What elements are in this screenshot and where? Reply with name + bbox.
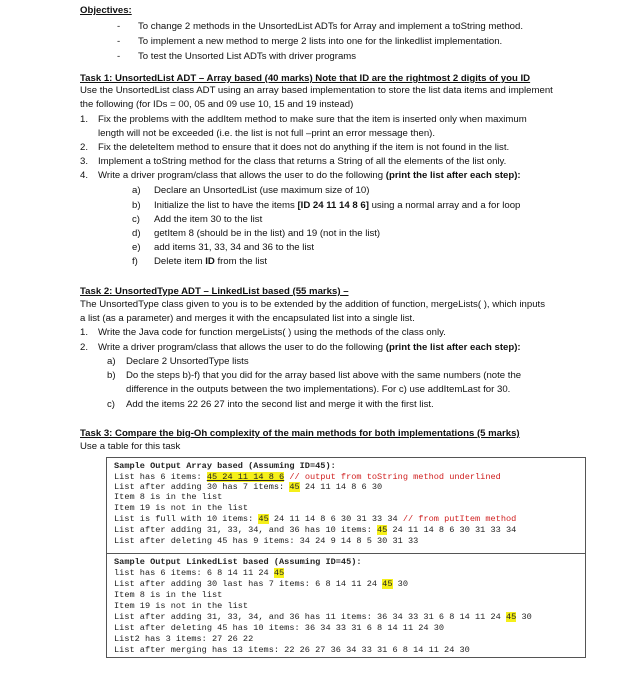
task2-substep: Declare 2 UnsortedType lists	[126, 356, 249, 367]
linked-sample-line: List after adding 30 last has 7 items: 6 8 14 11 24 45 30	[114, 579, 408, 589]
step-number: 2.	[80, 142, 89, 153]
array-sample-line: List after adding 31, 33, 34, and 36 has 10 items: 45 24 11 14 8 6 30 31 33 34	[114, 525, 517, 535]
sub-letter: f)	[132, 256, 138, 267]
task2-step: Write a driver program/class that allows the user to do the following (print the list after each step):	[98, 342, 521, 353]
array-sample-line: List is full with 10 items: 45 24 11 14 8 6 30 31 33 34 // from putItem method	[114, 514, 517, 524]
step-number: 2.	[80, 342, 89, 353]
array-sample-line: List after deleting 45 has 9 items: 34 24 9 14 8 5 30 31 33	[114, 536, 419, 546]
objective-item: To change 2 methods in the UnsortedList ADTs for Array and implement a toString method.	[138, 21, 524, 32]
task2-intro: a list (as a parameter) and merges it with the encapsulated list into a single list.	[80, 313, 415, 324]
linked-sample-line: List after deleting 45 has 10 items: 36 34 33 31 6 8 14 11 24 30	[114, 623, 445, 633]
step-number: 3.	[80, 156, 89, 167]
task1-substep: Declare an UnsortedList (use maximum size of 10)	[154, 185, 370, 196]
task1-substep: Add the item 30 to the list	[154, 214, 263, 225]
task2-intro: The UnsortedType class given to you is to be extended by the addition of function, mergeLists( ), which inputs	[80, 299, 546, 310]
linked-sample-line: list has 6 items: 6 8 14 11 24 45	[114, 568, 285, 578]
array-sample-title: Sample Output Array based (Assuming ID=45):	[114, 461, 336, 471]
step-number: 1.	[80, 327, 89, 338]
sub-letter: c)	[132, 214, 140, 225]
objective-item: To test the Unsorted List ADTs with driver programs	[138, 51, 357, 62]
task1-substep: Delete item ID from the list	[154, 256, 268, 267]
task2-substep: difference in the outputs between the two implementations). For c) use addItemLast for 30.	[126, 384, 511, 395]
task2-heading: Task 2: UnsortedType ADT – LinkedList based (55 marks) –	[80, 286, 349, 297]
linked-sample-line: List after adding 31, 33, 34, and 36 has 11 items: 36 34 33 31 6 8 14 11 24 45 30	[114, 612, 532, 622]
sub-letter: a)	[107, 356, 116, 367]
task1-step: Write a driver program/class that allows the user to do the following (print the list after each step):	[98, 170, 521, 181]
task1-intro: the following (for IDs = 00, 05 and 09 use 10, 15 and 19 instead)	[80, 99, 354, 110]
task1-step: Fix the problems with the addItem method to make sure that the item is inserted only when maximum	[98, 114, 527, 125]
bullet: -	[117, 21, 121, 32]
sub-letter: e)	[132, 242, 141, 253]
array-sample-line: List has 6 items: 45 24 11 14 8 6 // output from toString method underlined	[114, 472, 501, 482]
sub-letter: c)	[107, 399, 115, 410]
array-sample-line: Item 19 is not in the list	[114, 503, 249, 513]
task2-substep: Do the steps b)-f) that you did for the array based list above with the same numbers (note the	[126, 370, 522, 381]
bullet: -	[117, 36, 121, 47]
task1-intro: Use the UnsortedList class ADT using an array based implementation to store the list data items and implement	[80, 85, 553, 96]
sub-letter: d)	[132, 228, 141, 239]
task2-step: Write the Java code for function mergeLists( ) using the methods of the class only.	[98, 327, 446, 338]
bullet: -	[117, 51, 121, 62]
sub-letter: b)	[107, 370, 116, 381]
linked-sample-line: Item 19 is not in the list	[114, 601, 249, 611]
task1-substep: Initialize the list to have the items [ID 24 11 14 8 6] using a normal array and a for loop	[154, 200, 521, 211]
task3-heading: Task 3: Compare the big-Oh complexity of the main methods for both implementations (5 marks)	[80, 428, 520, 439]
task1-substep: add items 31, 33, 34 and 36 to the list	[154, 242, 315, 253]
task1-step: length will not be exceeded (i.e. the list is not full –print an error message then).	[98, 128, 436, 139]
task1-step: Fix the deleteItem method to ensure that it does not do anything if the item is not found in the list.	[98, 142, 510, 153]
step-number: 1.	[80, 114, 89, 125]
array-sample-line: List after adding 30 has 7 items: 45 24 11 14 8 6 30	[114, 482, 383, 492]
task3-intro: Use a table for this task	[80, 441, 181, 452]
array-sample-line: Item 8 is in the list	[114, 492, 223, 502]
objectives-heading: Objectives:	[80, 5, 132, 16]
box-divider	[107, 553, 585, 554]
objective-item: To implement a new method to merge 2 lists into one for the linkedlist implementation.	[138, 36, 503, 47]
task1-heading: Task 1: UnsortedList ADT – Array based (40 marks) Note that ID are the rightmost 2 digits of you ID	[80, 73, 531, 84]
linked-sample-line: List after merging has 13 items: 22 26 27 36 34 33 31 6 8 14 11 24 30	[114, 645, 470, 655]
linked-sample-line: List2 has 3 items: 27 26 22	[114, 634, 254, 644]
linked-sample-line: Item 8 is in the list	[114, 590, 223, 600]
sample-output-box	[106, 457, 586, 658]
task1-substep: getItem 8 (should be in the list) and 19 (not in the list)	[154, 228, 381, 239]
sub-letter: a)	[132, 185, 141, 196]
linked-sample-title: Sample Output LinkedList based (Assuming ID=45):	[114, 557, 362, 567]
task2-substep: Add the items 22 26 27 into the second list and merge it with the first list.	[126, 399, 434, 410]
step-number: 4.	[80, 170, 89, 181]
sub-letter: b)	[132, 200, 141, 211]
task1-step: Implement a toString method for the class that returns a String of all the elements of the list only.	[98, 156, 507, 167]
